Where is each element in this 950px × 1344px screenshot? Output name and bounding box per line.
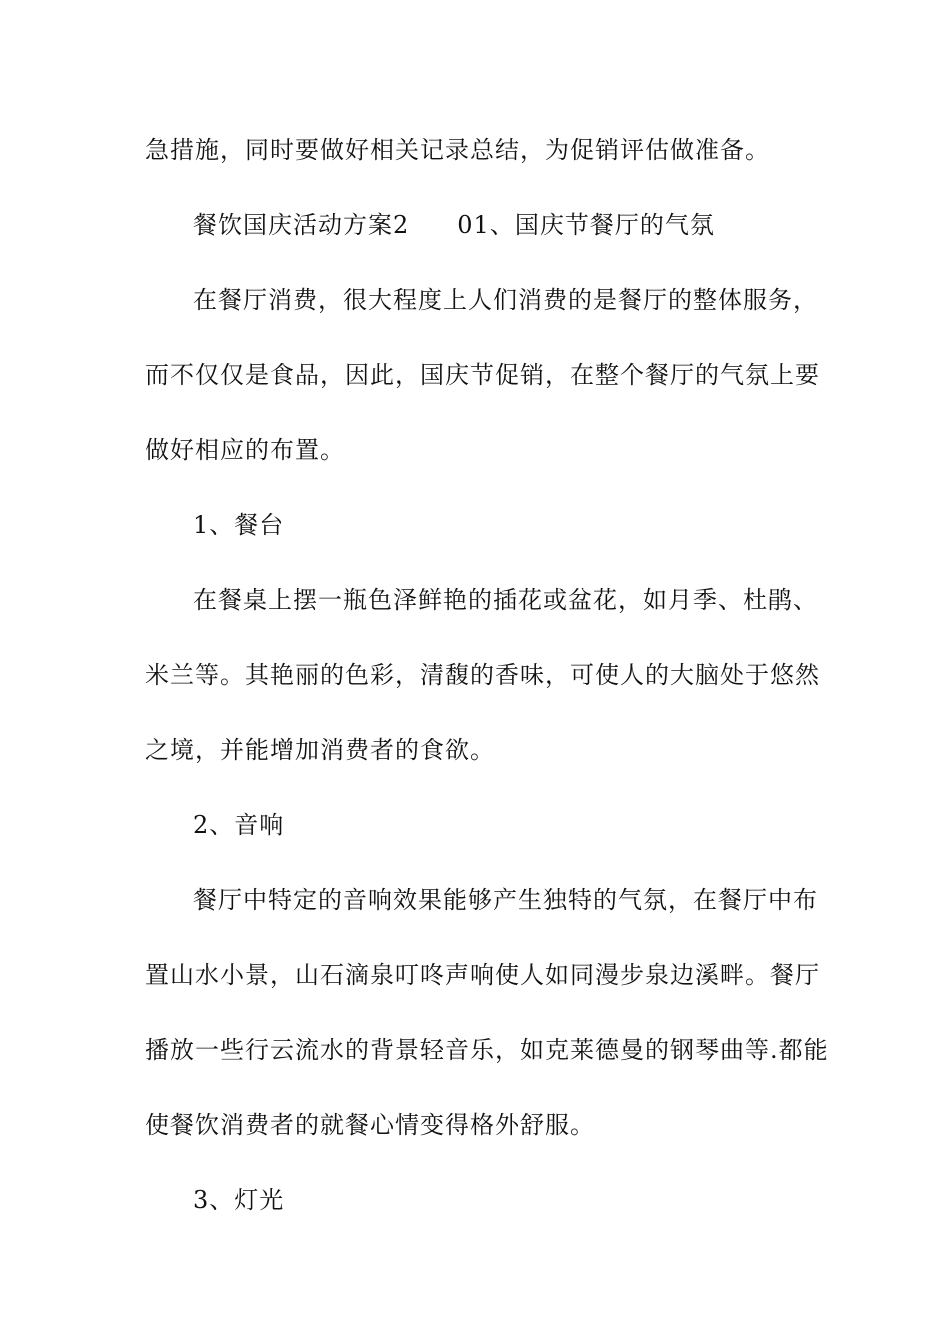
text-line: 使餐饮消费者的就餐心情变得格外舒服。 (145, 1111, 595, 1139)
item-heading: 3、灯光 (193, 1186, 285, 1214)
text-line: 播放一些行云流水的背景轻音乐，如克莱德曼的钢琴曲等.都能 (145, 1036, 829, 1064)
text-line: 置山水小景，山石滴泉叮咚声响使人如同漫步泉边溪畔。餐厅 (145, 961, 820, 989)
text-line: 之境，并能增加消费者的食欲。 (145, 736, 495, 764)
subsection-title: 01、国庆节餐厅的气氛 (457, 211, 715, 239)
text-line: 急措施，同时要做好相关记录总结，为促销评估做准备。 (145, 136, 770, 164)
item-heading: 2、音响 (193, 811, 285, 839)
text-line: 而不仅仅是食品，因此，国庆节促销，在整个餐厅的气氛上要 (145, 361, 820, 389)
text-line: 餐厅中特定的音响效果能够产生独特的气氛，在餐厅中布 (193, 886, 818, 914)
plan-title: 餐饮国庆活动方案2 (193, 211, 410, 239)
text-line: 做好相应的布置。 (145, 436, 345, 464)
section-heading-line (193, 210, 873, 240)
text-line: 在餐厅消费，很大程度上人们消费的是餐厅的整体服务， (193, 286, 818, 314)
item-heading: 1、餐台 (193, 511, 285, 539)
text-line: 米兰等。其艳丽的色彩，清馥的香味，可使人的大脑处于悠然 (145, 661, 820, 689)
text-line: 在餐桌上摆一瓶色泽鲜艳的插花或盆花，如月季、杜鹃、 (193, 586, 818, 614)
